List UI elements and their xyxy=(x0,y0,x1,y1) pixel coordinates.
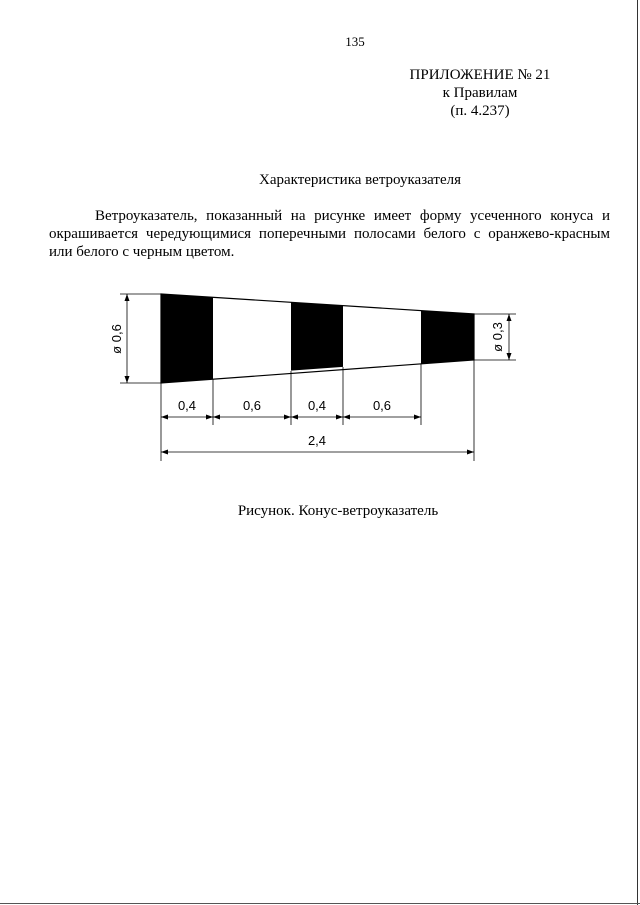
left-arrow-top xyxy=(125,294,130,301)
cone-stripe-3 xyxy=(421,311,474,364)
section-title: Характеристика ветроуказателя xyxy=(258,172,462,188)
segment-arrow-2a xyxy=(213,415,220,420)
paragraph-line-2: окрашивается чередующимися поперечными полосами белого с оранжево-красным xyxy=(49,226,610,242)
left-arrow-bottom xyxy=(125,376,130,383)
segment-arrow-4a xyxy=(343,415,350,420)
segment-label-1: 0,4 xyxy=(177,398,197,413)
segment-arrow-1a xyxy=(161,415,168,420)
appendix-title: ПРИЛОЖЕНИЕ № 21 xyxy=(409,67,551,83)
segment-arrow-3b xyxy=(336,415,343,420)
appendix-rules-ref: к Правилам xyxy=(442,85,518,101)
cone-stripe-1 xyxy=(161,294,213,383)
segment-label-2: 0,6 xyxy=(242,398,262,413)
right-diameter-label: ø 0,3 xyxy=(490,322,505,352)
scan-edge-bottom xyxy=(0,903,640,904)
scan-edge-right xyxy=(637,0,638,905)
paragraph-line-3: или белого с черным цветом. xyxy=(49,244,235,260)
left-diameter-label: ø 0,6 xyxy=(109,324,124,354)
total-arrow-right xyxy=(467,450,474,455)
segment-label-4: 0,6 xyxy=(372,398,392,413)
total-length-label: 2,4 xyxy=(307,433,327,448)
cone-stripe-2 xyxy=(291,302,343,370)
segment-arrow-3a xyxy=(291,415,298,420)
right-arrow-top xyxy=(507,314,512,321)
paragraph-line-1: Ветроуказатель, показанный на рисунке имеет форму усеченного конуса и xyxy=(95,208,610,224)
total-arrow-left xyxy=(161,450,168,455)
segment-label-3: 0,4 xyxy=(307,398,327,413)
page-number: 135 xyxy=(345,34,365,49)
figure-caption: Рисунок. Конус-ветроуказатель xyxy=(237,503,439,519)
segment-arrow-2b xyxy=(284,415,291,420)
appendix-clause-ref: (п. 4.237) xyxy=(450,103,510,119)
right-arrow-bottom xyxy=(507,353,512,360)
segment-arrow-4b xyxy=(414,415,421,420)
segment-arrow-1b xyxy=(206,415,213,420)
